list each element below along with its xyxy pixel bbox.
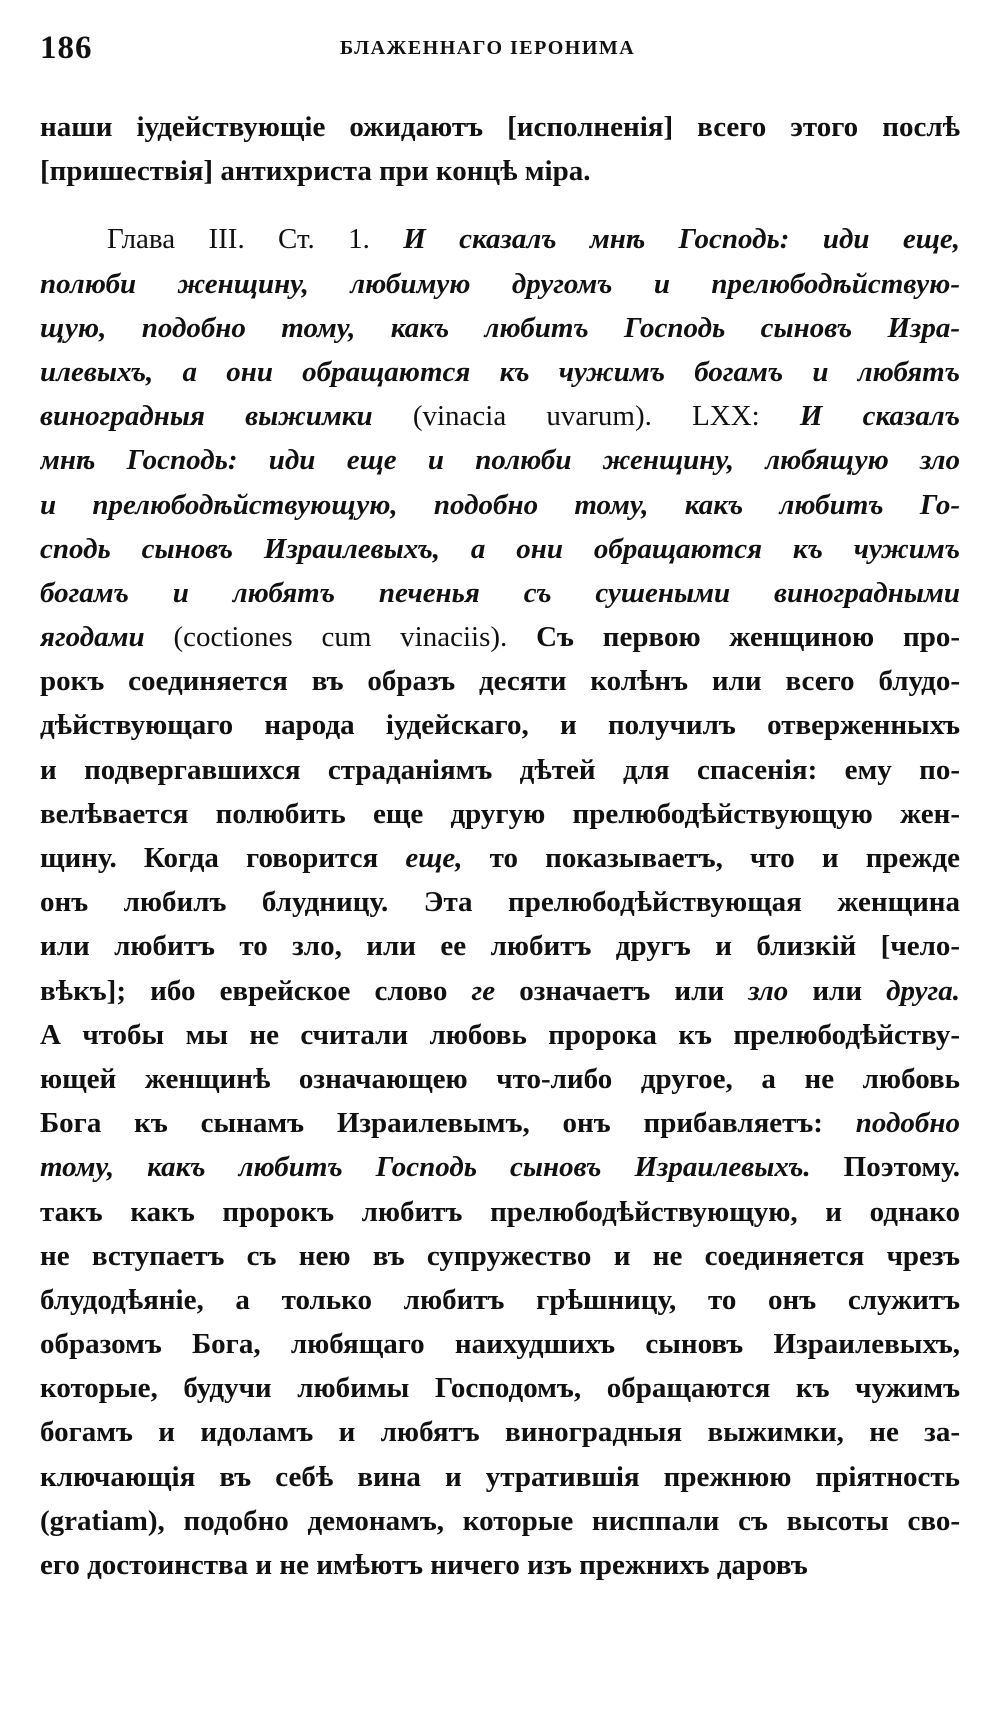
text-span: рокъ соединяется въ образъ десяти колѣнъ или всего блудо-: [40, 665, 960, 698]
text-line: [40, 306, 960, 350]
text-span: (coctiones cum vinaciis).: [144, 621, 537, 654]
text-span: (gratiam), подобно демонамъ, которые нисппали съ высоты сво-: [40, 1504, 960, 1537]
italic-text: полюби женщину, любимую другомъ и прелюбодѣйствую-: [40, 267, 960, 300]
text-line: [40, 217, 960, 261]
text-span: которые, будучи любимы Господомъ, обращаются къ чужимъ: [40, 1372, 960, 1405]
text-line: [40, 1013, 960, 1057]
text-span: щину. Когда говорится: [40, 842, 406, 874]
text-line: [40, 615, 960, 659]
italic-text: илевыхъ, а они обращаются къ чужимъ богамъ и любятъ: [40, 355, 960, 388]
italic-text: щую, подобно тому, какъ любитъ Господь сыновъ Изра-: [40, 311, 960, 344]
text-span: Глава III. Ст. 1.: [107, 223, 404, 256]
text-line: [40, 1278, 960, 1322]
italic-text: сподь сыновъ Израилевыхъ, а они обращаются къ чужимъ: [40, 532, 960, 565]
text-line: [40, 571, 960, 615]
text-line: [40, 350, 960, 394]
text-span: (vinacia uvarum). LXX:: [372, 400, 800, 433]
text-line: [40, 969, 960, 1013]
text-line: [40, 149, 960, 193]
text-line: [40, 1455, 960, 1499]
text-line: [40, 1234, 960, 1278]
italic-text: богамъ и любятъ печенья съ сушеными виноградными: [40, 576, 960, 609]
text-span: означаетъ или: [495, 974, 749, 1007]
italic-text: ге: [471, 974, 496, 1007]
italic-text: мнѣ Господь: иди еще и полюби женщину, любящую зло: [40, 444, 960, 477]
text-line: [40, 659, 960, 703]
text-line: [40, 1101, 960, 1145]
text-span: образомъ Бога, любящаго наихудшихъ сыновъ Израилевыхъ,: [40, 1328, 960, 1361]
text-line: [40, 1322, 960, 1366]
text-span: велѣвается полюбить еще другую прелюбодѣйствующую жен-: [40, 797, 960, 830]
running-head: БЛАЖЕННАГО ІЕРОНИМА: [340, 37, 636, 59]
italic-text: И сказалъ мнѣ Господь: иди еще,: [403, 223, 960, 256]
text-span: [пришествія] антихриста при концѣ міра.: [40, 155, 591, 188]
italic-text: И сказалъ: [799, 400, 960, 433]
text-span: его достоинства и не имѣютъ ничего изъ прежнихъ даровъ: [40, 1549, 808, 1581]
text-line: [40, 394, 960, 438]
text-span: ключающія въ себѣ вина и утратившія прежнюю пріятность: [40, 1460, 960, 1493]
italic-text: подобно: [855, 1107, 960, 1140]
text-span: наши іудействующіе ожидаютъ [исполненія] всего этого послѣ: [40, 111, 960, 143]
italic-text: зло: [748, 974, 789, 1007]
text-span: такъ какъ пророкъ любитъ прелюбодѣйствующую, и однако: [40, 1195, 960, 1228]
text-line: [40, 836, 960, 880]
text-span: или любитъ то зло, или ее любитъ другъ и близкій [чело-: [40, 930, 960, 963]
text-line: [40, 1499, 960, 1543]
text-line: [40, 483, 960, 527]
italic-text: друга.: [886, 974, 960, 1007]
italic-text: ягодами: [40, 621, 145, 654]
text-line: [40, 1366, 960, 1410]
page-number: 186: [40, 30, 93, 66]
text-span: и подвергавшихся страданіямъ дѣтей для спасенія: ему по-: [40, 753, 960, 786]
text-line: [40, 1057, 960, 1101]
text-span: дѣйствующаго народа іудейскаго, и получилъ отверженныхъ: [40, 709, 960, 742]
text-line: [40, 792, 960, 836]
text-span: то показываетъ, что и прежде: [462, 842, 960, 874]
text-line: [40, 1543, 960, 1587]
text-span: вѣкъ]; ибо еврейское слово: [40, 974, 472, 1007]
text-span: А чтобы мы не считали любовь пророка къ прелюбодѣйству-: [40, 1018, 960, 1051]
text-span: или: [788, 974, 887, 1007]
text-line: [40, 703, 960, 747]
text-line: [40, 748, 960, 792]
paragraph-gap: [40, 193, 960, 217]
page-header: [40, 30, 960, 80]
text-line: [40, 527, 960, 571]
text-span: ющей женщинѣ означающею что-либо другое, а не любовь: [40, 1062, 960, 1095]
text-line: [40, 924, 960, 968]
italic-text: еще,: [405, 842, 463, 874]
text-span: Бога къ сынамъ Израилевымъ, онъ прибавляетъ:: [40, 1107, 856, 1140]
text-span: Поэтому.: [810, 1151, 960, 1184]
italic-text: тому, какъ любитъ Господь сыновъ Израилевыхъ.: [40, 1151, 811, 1184]
body-text: [40, 105, 960, 1587]
text-line: [40, 262, 960, 306]
text-span: богамъ и идоламъ и любятъ виноградныя выжимки, не за-: [40, 1416, 960, 1449]
text-line: [40, 1410, 960, 1454]
italic-text: виноградныя выжимки: [40, 400, 373, 433]
text-line: [40, 105, 960, 149]
text-span: блудодѣяніе, а только любитъ грѣшницу, то онъ служитъ: [40, 1283, 960, 1316]
text-line: [40, 880, 960, 924]
text-span: не вступаетъ съ нею въ супружество и не соединяется чрезъ: [40, 1239, 960, 1272]
text-line: [40, 438, 960, 482]
text-span: Съ первою женщиною про-: [536, 621, 960, 654]
italic-text: и прелюбодѣйствующую, подобно тому, какъ любитъ Го-: [40, 488, 960, 521]
text-line: [40, 1190, 960, 1234]
text-span: онъ любилъ блудницу. Эта прелюбодѣйствующая женщина: [40, 886, 960, 919]
text-line: [40, 1145, 960, 1189]
